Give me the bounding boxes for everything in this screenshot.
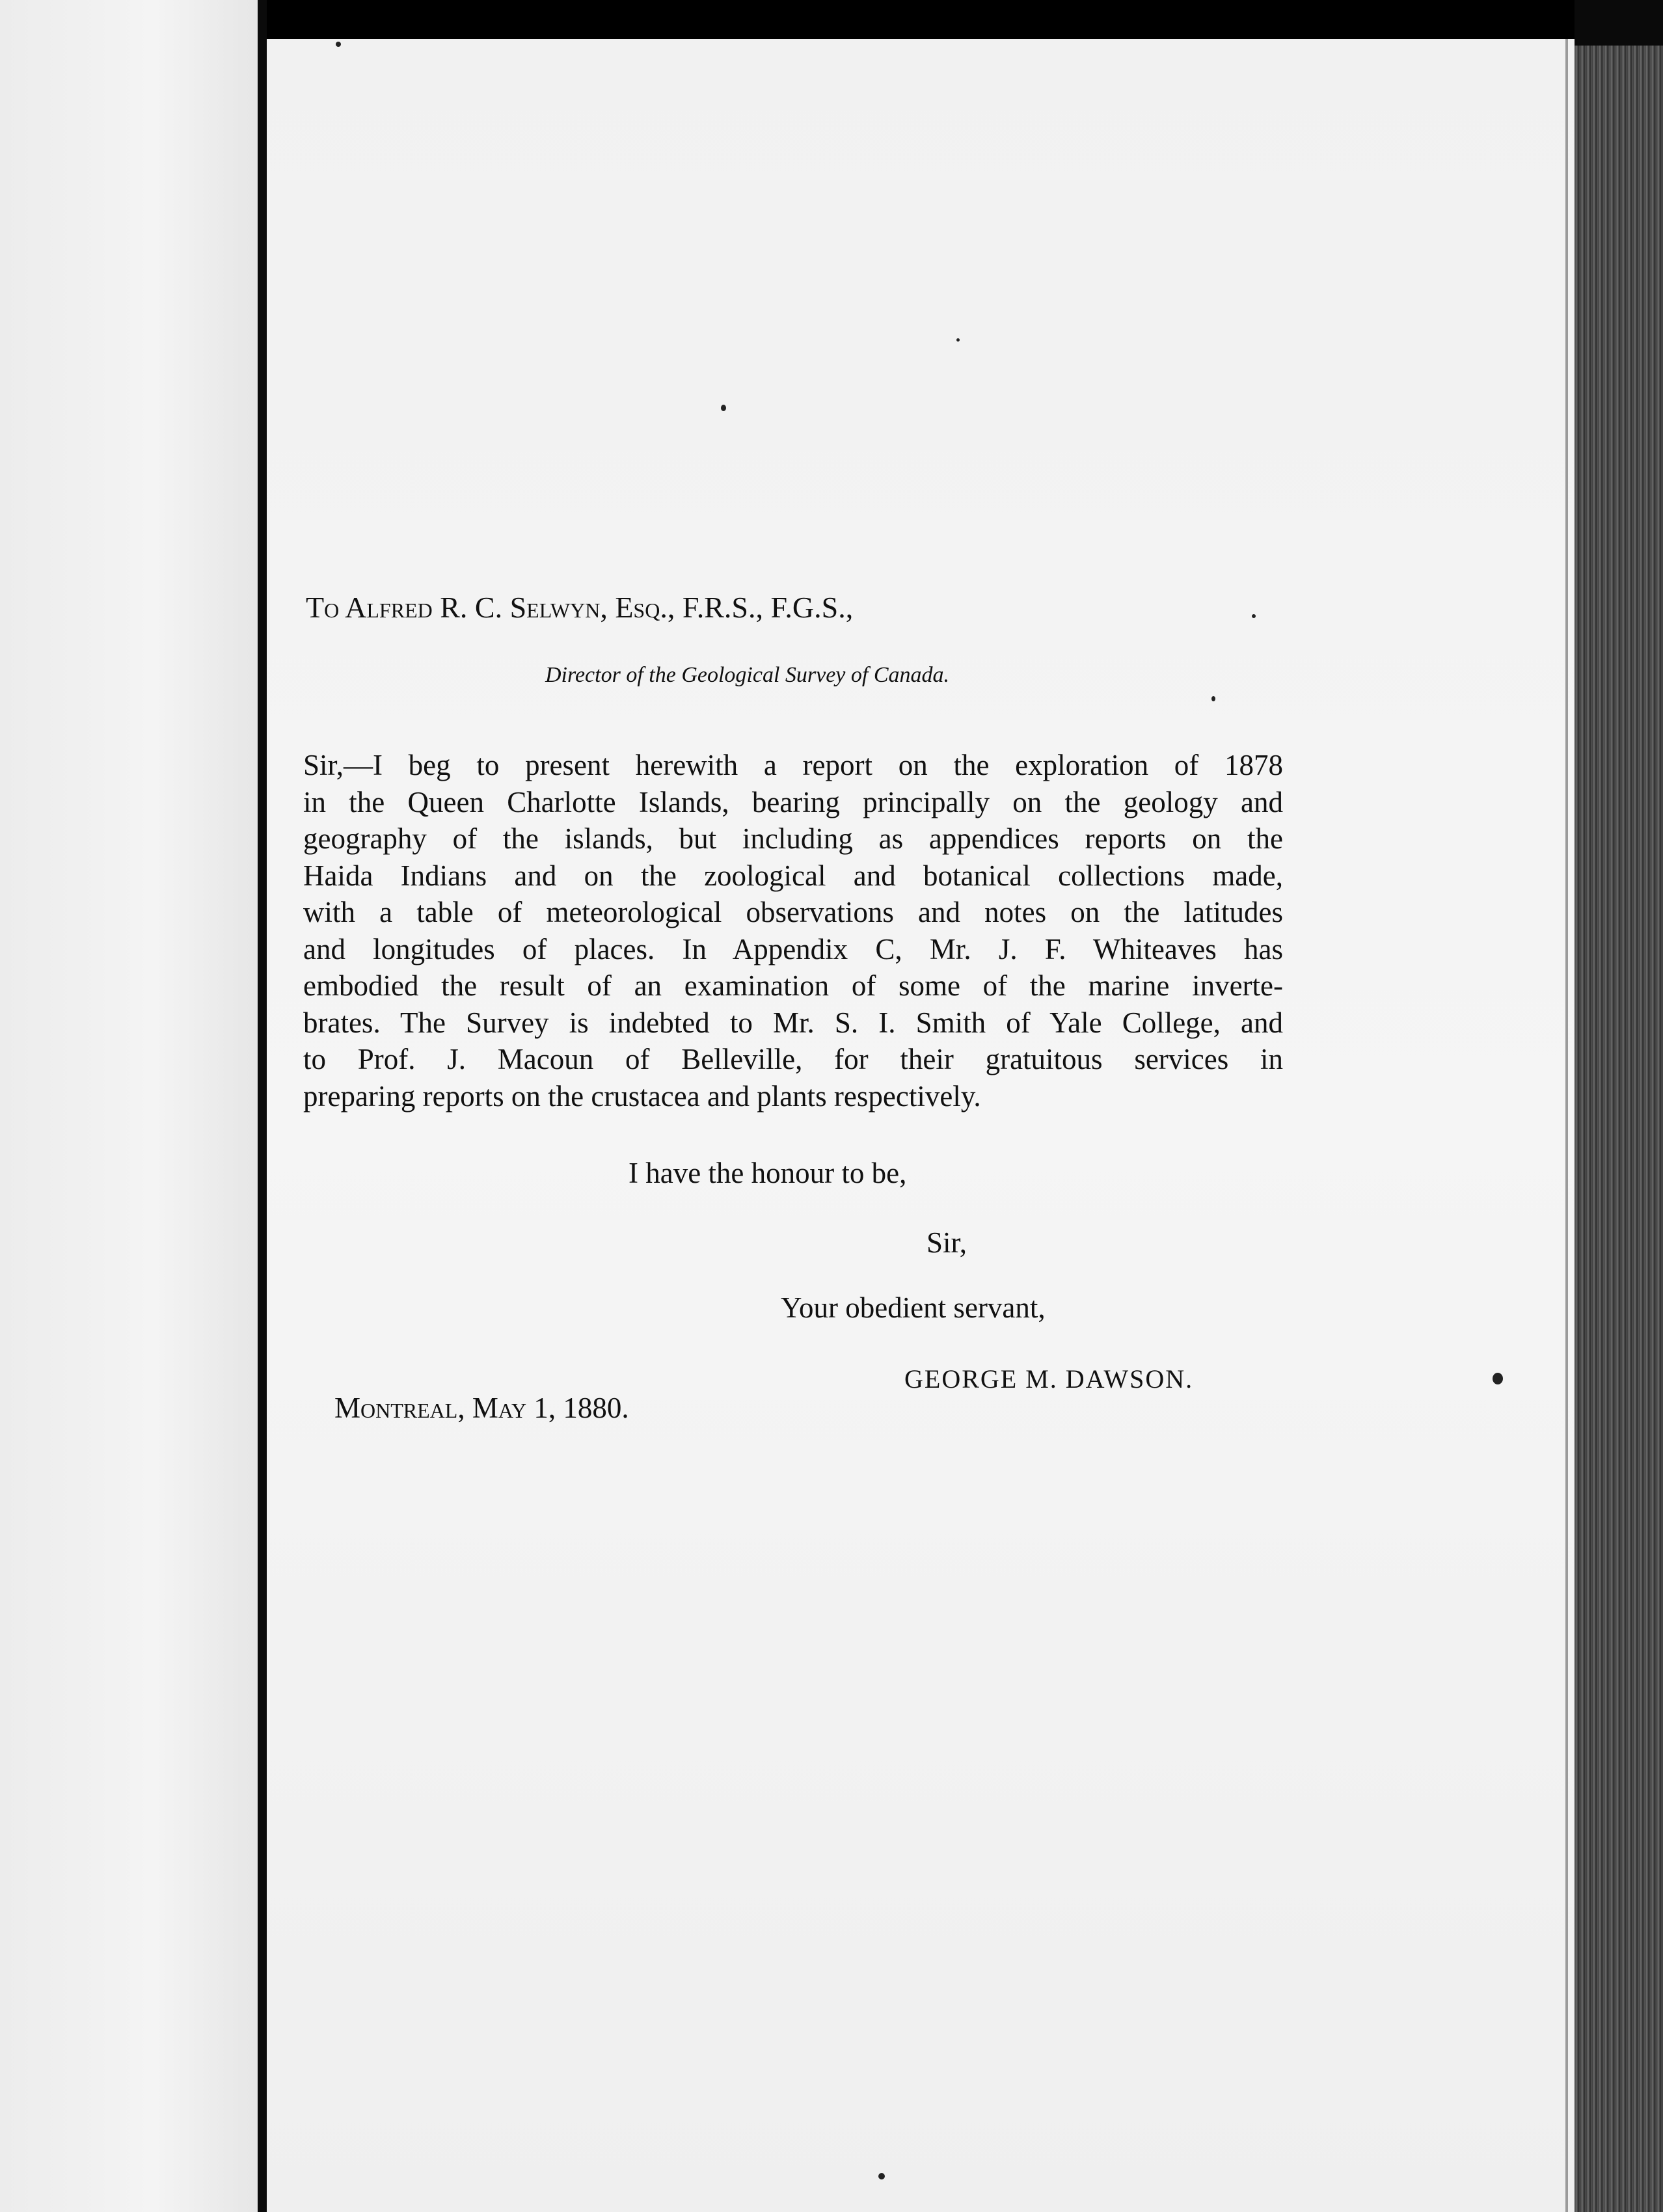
body-line: and longitudes of places. In Appendix C, Mr. J. F. Whiteaves has xyxy=(303,932,1283,965)
body-line: brates. The Survey is indebted to Mr. S. I. Smith of Yale College, and xyxy=(303,1006,1283,1039)
director-title-line: Director of the Geological Survey of Canada. xyxy=(545,663,950,687)
scan-speck xyxy=(721,405,726,411)
body-line: Sir,—I beg to present herewith a report on the exploration of 1878 xyxy=(303,749,1283,781)
book-page-stack-edge xyxy=(1575,46,1663,2212)
scan-speck xyxy=(1252,614,1256,618)
body-line: geography of the islands, but including as appendices reports on the xyxy=(303,822,1283,855)
addressee-line: To Alfred R. C. Selwyn, Esq., F.R.S., F.G.S., xyxy=(306,591,854,624)
closing-salutation: Sir, xyxy=(926,1226,967,1259)
scan-speck xyxy=(956,338,960,342)
place-and-date: Montreal, May 1, 1880. xyxy=(334,1392,629,1424)
closing-servant: Your obedient servant, xyxy=(781,1291,1046,1324)
book-gutter xyxy=(258,0,267,2212)
body-line: with a table of meteorological observations and notes on the latitudes xyxy=(303,896,1283,928)
facing-page-left xyxy=(0,0,258,2212)
scan-speck xyxy=(1211,696,1215,701)
letter-body-paragraph xyxy=(303,747,1283,1114)
body-line: preparing reports on the crustacea and plants respectively. xyxy=(303,1079,981,1113)
scan-speck xyxy=(336,42,341,47)
scan-speck xyxy=(1493,1373,1503,1384)
body-line: in the Queen Charlotte Islands, bearing principally on the geology and xyxy=(303,785,1283,818)
scan-speck xyxy=(878,2173,885,2179)
letter-page xyxy=(267,39,1575,2212)
book-edge-shadow xyxy=(1575,0,1663,52)
body-line: Haida Indians and on the zoological and botanical collections made, xyxy=(303,859,1283,892)
body-line: to Prof. J. Macoun of Belleville, for their gratuitous services in xyxy=(303,1043,1283,1075)
page-edge-line xyxy=(1565,39,1568,2212)
closing-honour: I have the honour to be, xyxy=(629,1157,907,1189)
signature: GEORGE M. DAWSON. xyxy=(904,1364,1194,1394)
body-line: embodied the result of an examination of some of the marine inverte- xyxy=(303,969,1283,1002)
